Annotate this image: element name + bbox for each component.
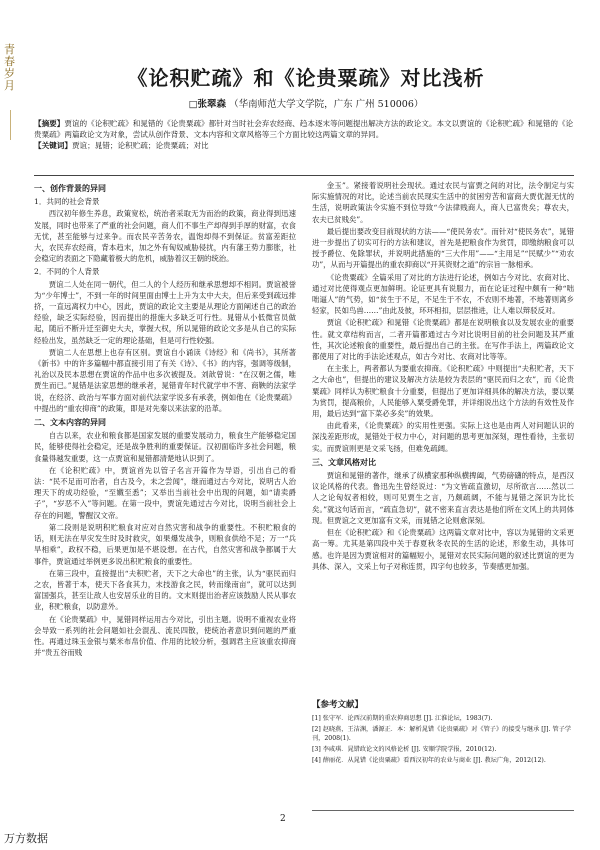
paragraph: 《论贵粟疏》全篇采用了对比的方法进行论述，例如古今对比、农商对比、通过对比使得观点更加鲜明。论证更具有说服力，而在论证过程中颇有一种“咄咄逼人”的气势，如“贫生于不足，不足生于不农，不农则不地著，不地著则离乡轻家，民如鸟兽……”由此及彼，环环相扣，层层推进，让人难以辩驳反对。 [312, 272, 574, 316]
section-heading: 三、文章风格对比 [312, 456, 376, 467]
author-affiliation: （华南师范大学文学院，广东 广州 510006） [229, 99, 424, 110]
section-heading: 一、创作背景的异同 [34, 183, 106, 193]
paragraph: 金玉”。紧接着说明社会现状。通过农民与富贾之间的对比，法令制定与实际实施情况的对比，论述当前农民现实生活中的贫困穷苦和富商大贾优渥无忧的生活，说明政策法令实施不到位导致“今法律贱商人，商人已富贵矣；尊农夫，农夫已贫贱矣”。 [312, 181, 574, 224]
article-title: 《论积贮疏》和《论贵粟疏》对比浅析 [127, 66, 485, 90]
paragraph: 贾谊二人在思想上也存有区别。贾谊自小诵读《诗经》和《尚书》，其所著《新书》中的许多篇幅中都直接引用了有关《诗》、《书》的内容，强调等级制，礼治以及民本思想在贾谊的作品中也多次被提及。刘歆曾说：“在汉朝之儒，唯贾生而已。”晁错是法家思想的继承者，晁错青年时代就学申不害、商鞅的法家学说，在经济、政治与军事方面对前代法家学说多有承袭，例如他在《论贵粟疏》中提出的“重农抑商”的政策，即是对先秦以来法家的沿革。 [34, 347, 296, 413]
paragraph: 西汉初年修生养息，政策宽松，统治者采取无为而治的政策，商业得到迅速发展，同时也带来了严重的社会问题，商人们不事生产却得到手厚的财富，衣食无忧，甚至能够与过来争。而农民辛苦务农，温饱却得不到保证。贫富差距拉大，农民弃农经商，背本趋末，加之外有匈奴威胁侵扰，内有藩王势力膨胀，社会稳定的表面之下隐藏着极大的危机，威胁着汉王朝的统治。 [34, 209, 296, 264]
paragraph: 贾谊《论积贮疏》和晁错《论贵粟疏》都是在说明粮食以及发展农业的重要性。就文章结构而言，二者开篇都通过古今对比说明目前的社会问题及其严重性，其次论述粮食的重要性，最后提出自己的主张。在写作手法上，两篇政论文都使用了对比的手法论述观点，如古今对比、农商对比等等。 [312, 318, 574, 362]
reference-item: [3] 李咸琪．晁错政论文的风格论析 [J]. 安顺学院学报，2010(12). [312, 746, 497, 753]
right-column [312, 180, 574, 572]
abstract-label: 【摘要】 [34, 119, 65, 128]
references-title: 【参考文献】 [312, 700, 364, 710]
author-name: □张翠森 [188, 99, 227, 110]
references-divider [312, 810, 574, 811]
paragraph: 在《论积贮疏》中，贾谊首先以管子名言开篇作为导语，引出自己的看法：“民不足而可治者，自古及今，未之尝闻”，继而通过古今对比，说明古人治理天下的成功经验，“至孅至悉”；又举出当前社会中出现的问题，如“请卖爵子”，“岁恶不入”等问题。在第一段中，贾谊先通过古今对比，说明当前社会上存在的问题，警醒汉文帝。 [34, 465, 296, 520]
paragraph: 在《论贵粟疏》中，晁错同样运用古今对比，引出主题。说明不重视农业将会导致一系列的社会问题如社会混乱、流民四散，使统治者意识到问题的严重性。再通过珠玉金银与粟米布帛价值、作用的比较分析，强调君主应该重农抑商并“贵五谷而贱 [34, 614, 296, 658]
reference-item: [4] 薛丽花．从晁错《论贵粟疏》看西汉初年的农业与商业 [J]. 教坛广角，2012(12). [312, 757, 546, 764]
left-column [34, 180, 296, 658]
author-line [28, 96, 584, 110]
paragraph: 第二段则是说明积贮粮食对应对自然灾害和战争的重要性。不积贮粮食的话，则无法在旱灾发生时及时救灾，如果爆发战争，则粮食供给不足；万一“兵旱相乘”，政权不稳，后果更加是不堪设想。在古代，自然灾害和战争都属于大事件，贾谊通过举例更多说出积贮粮食的重要性。 [34, 522, 296, 566]
paragraph: 但在《论积贮疏》和《论贵粟疏》这两篇文章对比中，容以为晁错的文采更高一筹。尤其是第四段中关于春夏秋冬农民的生活的论述，形象生动，具体可感。也许是因为贾谊相对的篇幅短小，晁错对农民实际问题的叙述比贾谊的更为具体、深入，文采上句子对称连贯，四字句也较多，节奏感更加强。 [312, 528, 574, 571]
section-heading: 1．共同的社会背景 [34, 197, 100, 207]
reference-item: [2] 赵晓燕，王洁渊，潘源正．本：解析晁错《论贵粟疏》对《管子》的接受与继承 [J]. 管子学刊，2008(1). [312, 726, 572, 742]
references-list [312, 714, 574, 765]
references [312, 694, 574, 767]
side-divider [10, 110, 11, 140]
paragraph: 自古以来，农业和粮食都是国家发展的重要发展动力，粮食生产能够稳定国民，能够使得社会稳定，还是战争胜利的重要保证。汉初面临许多社会问题，粮食量得越发重要，这一点贾谊和晁错都清楚地认识到了。 [34, 431, 296, 463]
reference-item: [1] 张守军．论西汉前期的重农抑商思想 [J]. 江淮论坛，1983(7). [312, 715, 493, 722]
keywords-text: 贾谊；晁错；论积贮疏；论贵粟疏；对比 [71, 141, 209, 150]
paragraph: 贾谊二人处在同一朝代，但二人的个人经历和继承思想却不相同。贾谊被誉为“少年博士”，不到一年的时间里面由博士上升为太中大夫，但后来受到疏远排挤，一直远离权力中心，因此，贾谊的政论文主要是从理论方面阐述自己的政治经验，缺乏实际经验，因而提出的措施大多缺乏可行性。晁错从小低微官员做起，随后不断升迁至御史大夫，掌握大权，所以晁错的政论文多是从自己的实际经验出发，虽然缺乏一定的理论基础，但是可行性较强。 [34, 279, 296, 345]
paragraph: 贾谊和晁错的著作，继承了纵横家那种纵横捭阖，气势磅礴的特点，是西汉议论风格的代表。鲁迅先生曾经说过：“为文皆疏直激切，尽所欲言……然以二人之论匈奴者相较，则可见贾生之言，乃颇疏阔，不能与晁错之深识为比长矣。”就这句话而言，“疏直急切”，就不密来直言表达是他们所在文风上的共同体现。但贾谊之文更加富有文采，而晁错之论则愈深刻。 [312, 471, 574, 525]
paragraph: 最后提出要改变目前现状的方法——“使民务农”。而针对“使民务农”，晁错进一步提出了切实可行的方法和建议，首先是把粮食作为赏罚，即缴纳粮食可以授予爵位、免除罪状，并说明此措施的“三大作用”——“主用足”“民赋少”“劝农功”，从而与开篇提出的重农抑商以“开其资财之道”的宗旨一脉相承。 [312, 226, 574, 270]
paragraph: 在第三段中，直接提出“夫积贮者，天下之大命也”的主张，认为“驱民而归之农，皆著于本，使天下各食其力，末技游食之民，转而缘南亩”，就可以达到富国强兵，甚至让敌人也安居乐业的目的。文末则提出治者应该鼓励人民从事农业，积贮粮食，以防意外。 [34, 568, 296, 612]
keywords-line [34, 140, 574, 151]
section-heading: 二、文本内容的异同 [34, 417, 106, 428]
side-margin [0, 0, 18, 850]
abstract-block [34, 118, 574, 151]
keywords-label: 【关键词】 [34, 141, 72, 150]
paragraph: 在主张上，两者都认为要重农抑商。《论积贮疏》中则提出“夫积贮者，天下之大命也”，但提出的建议及解决方法是较为表层的“驱民而归之农”，而《论贵粟疏》同样认为积贮粮食十分重要，但提出了更加详细具体的解决方法，要以粟为赏罚，提高粮价，人民能够入粟受爵免罪，并详细说出这个方法的有效性及作用，最后达到“富下菜必多矣”的效果。 [312, 364, 574, 419]
abstract-text: 贾谊的《论积贮疏》和晁错的《论贵粟疏》都针对当时社会弃农经商、趋本逐末等问题提出解决方法的政论文。本文以贾谊的《论积贮疏》和晁错的《论贵粟疏》两篇政论文为对象，尝试从创作背景、文本内容和文章风格等三个方面比较这两篇文章的异同。 [34, 119, 574, 139]
abstract-divider [34, 175, 574, 176]
page-number: 2 [280, 814, 286, 824]
section-heading: 2．不同的个人背景 [34, 267, 100, 277]
watermark-text: 万方数据 [4, 832, 48, 845]
abstract-paragraph [34, 118, 574, 140]
column-label: 青春岁月 [4, 43, 15, 92]
paragraph: 由此看来，《论贵粟疏》的实用性更强。实际上这也是由两人对问题认识的深浅差距形成，晁错处于权力中心，对问题的思考更加深刻，理性看待，主张切实。而贾谊则更是文采飞扬，但难免疏阔。 [312, 421, 574, 453]
